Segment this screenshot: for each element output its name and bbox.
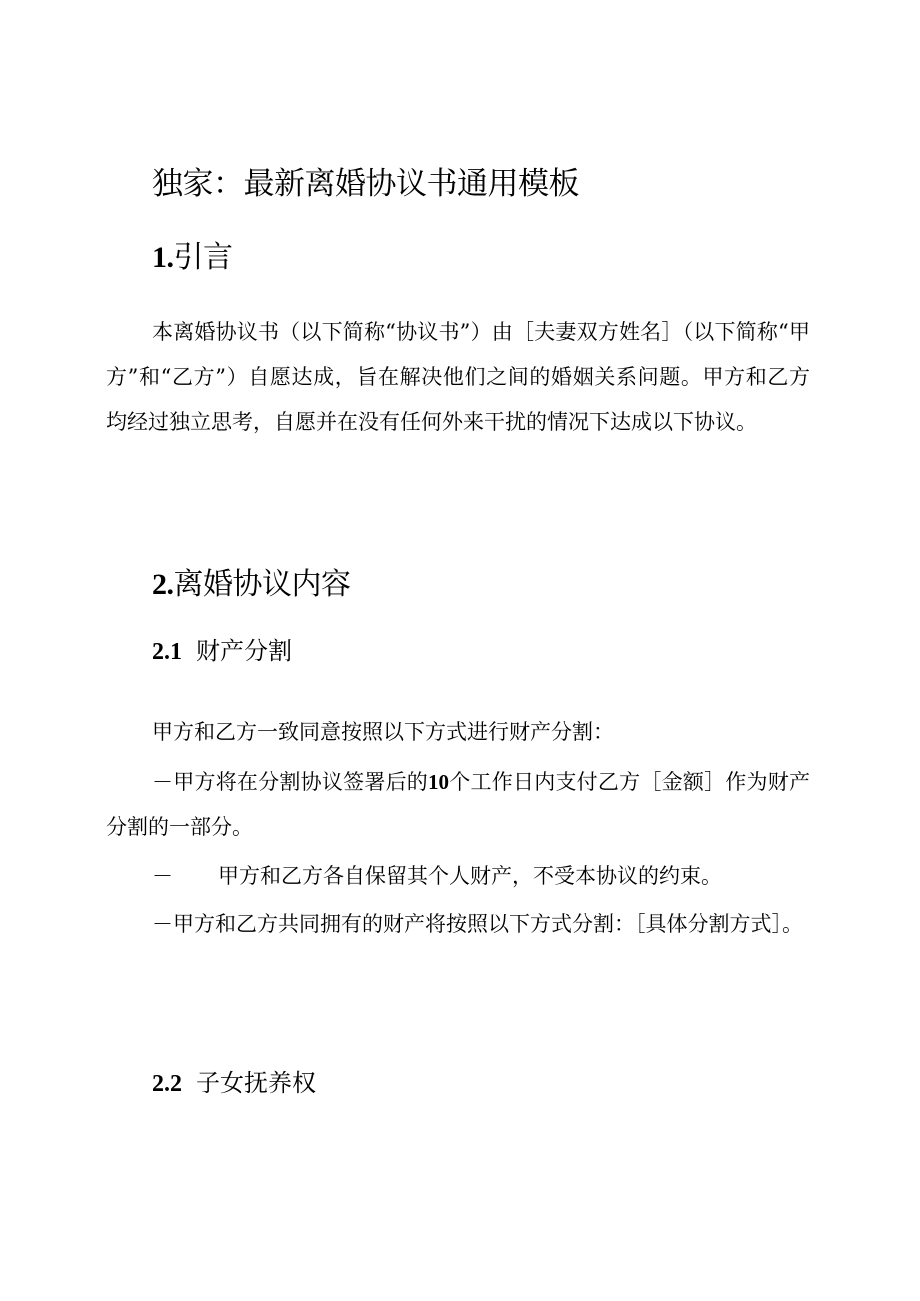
intro-paragraph: 本离婚协议书（以下简称“协议书”）由［夫妻双方姓名］（以下简称“甲方”和“乙方”）自愿达成，旨在解决他们之间的婚姻关系问题。甲方和乙方均经过独立思考，自愿并在没有任何外来干扰的情况下达成以下协议。 [106, 320, 810, 434]
property-item-1 [106, 760, 810, 850]
property-item-1-number: 10 [428, 770, 450, 794]
section-1-heading [152, 238, 233, 278]
property-item-3: －甲方和乙方共同拥有的财产将按照以下方式分割：［具体分割方式］。 [152, 912, 803, 936]
property-item-2-text: 甲方和乙方各自保留其个人财产，不受本协议的约束。 [218, 864, 722, 888]
property-item-2-dash: － [152, 864, 173, 888]
subsection-2-1-number: 2.1 [152, 639, 182, 665]
section-1-number: 1. [152, 241, 174, 274]
subsection-2-2-title: 子女抚养权 [196, 1069, 316, 1097]
section-2-title: 离婚协议内容 [173, 567, 351, 602]
property-item-1-suffix: 个工作日内支付乙方［金额］作为财产分割的一部分。 [106, 770, 811, 839]
subsection-2-2-number: 2.2 [152, 1071, 182, 1097]
document-title: 独家：最新离婚协议书通用模板 [152, 166, 579, 202]
property-intro: 甲方和乙方一致同意按照以下方式进行财产分割： [152, 720, 614, 744]
subsection-2-1-title: 财产分割 [196, 637, 292, 665]
section-2-heading [152, 565, 351, 605]
subsection-2-2-heading [152, 1066, 316, 1101]
property-item-1-prefix: －甲方将在分割协议签署后的 [152, 770, 429, 794]
section-1-title: 引言 [173, 240, 233, 275]
section-2-number: 2. [152, 568, 174, 601]
subsection-2-1-heading [152, 634, 292, 669]
property-item-2 [152, 854, 722, 899]
